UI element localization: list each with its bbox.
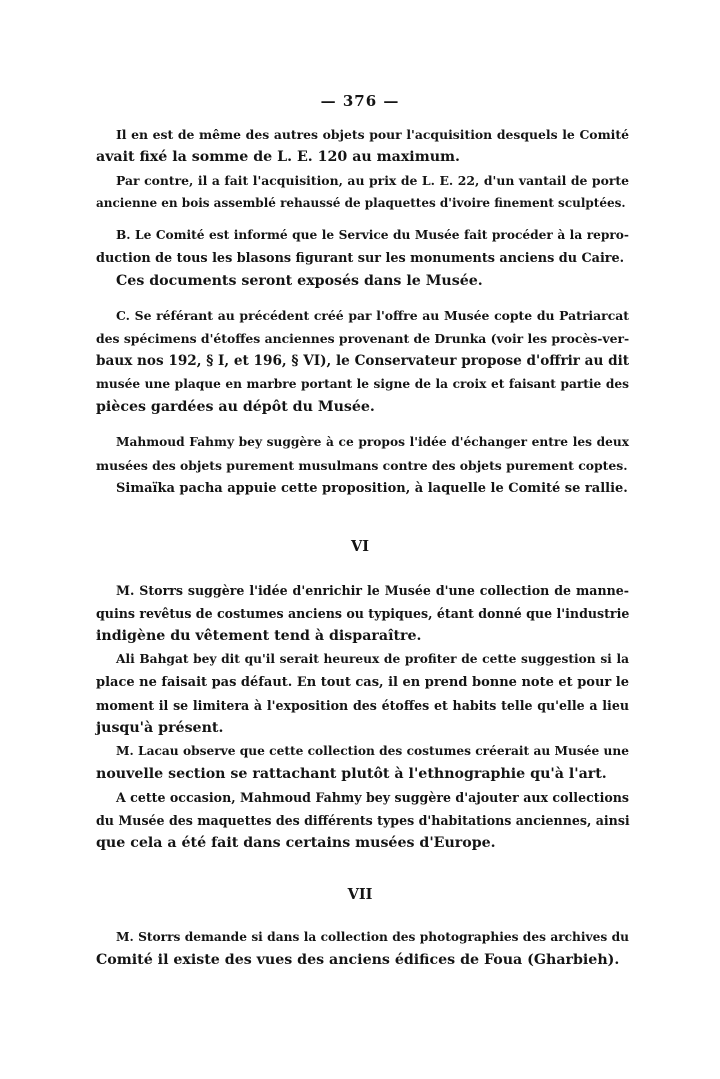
paragraph-6 — [96, 431, 629, 477]
paragraph-3 — [96, 224, 629, 270]
paragraph-line: quins revêtus de costumes anciens ou typiques, étant donné que l'industrie — [96, 606, 630, 621]
paragraph-line: baux nos 192, § I, et 196, § VI), le Conservateur propose d'offrir au dit — [96, 353, 630, 369]
paragraph-8 — [96, 579, 629, 648]
paragraph-line: moment il se limitera à l'exposition des étoffes et habits telle qu'elle a lieu — [96, 698, 629, 713]
paragraph-line: musée une plaque en marbre portant le signe de la croix et faisant partie des — [96, 377, 629, 391]
paragraph-4 — [96, 270, 629, 293]
paragraph-line: que cela a été fait dans certains musées d'Europe. — [96, 835, 496, 851]
section-heading-vi: VI — [350, 538, 370, 555]
paragraph-line: A cette occasion, Mahmoud Fahmy bey suggère d'ajouter aux collections — [116, 790, 629, 805]
paragraph-line: Par contre, il a fait l'acquisition, au prix de L. E. 22, d'un vantail de porte — [116, 173, 629, 188]
paragraph-line: C. Se référant au précédent créé par l'offre au Musée copte du Patriarcat — [116, 308, 629, 323]
paragraph-7 — [96, 477, 629, 500]
paragraph-line: B. Le Comité est informé que le Service du Musée fait procéder à la repro- — [116, 228, 629, 242]
paragraph-line: duction de tous les blasons figurant sur les monuments anciens du Caire. — [96, 251, 625, 266]
paragraph-line: M. Storrs suggère l'idée d'enrichir le Musée d'une collection de manne- — [116, 583, 629, 598]
paragraph-line: pièces gardées au dépôt du Musée. — [96, 399, 375, 415]
paragraph-line: M. Lacau observe que cette collection des costumes créerait au Musée une — [116, 744, 629, 758]
paragraph-1 — [96, 123, 629, 169]
paragraph-line: du Musée des maquettes des différents types d'habitations anciennes, ainsi — [96, 813, 630, 828]
paragraph-5 — [96, 304, 629, 419]
paragraph-line: Comité il existe des vues des anciens édifices de Foua (Gharbieh). — [96, 952, 620, 968]
paragraph-line: Ces documents seront exposés dans le Musée. — [116, 273, 483, 289]
paragraph-line: musées des objets purement musulmans contre des objets purement coptes. — [96, 458, 628, 473]
paragraph-line: avait fixé la somme de L. E. 120 au maximum. — [96, 149, 460, 165]
paragraph-line: indigène du vêtement tend à disparaître. — [96, 628, 422, 644]
paragraph-11 — [96, 786, 629, 855]
paragraph-line: M. Storrs demande si dans la collection des photographies des archives du — [116, 930, 629, 944]
paragraph-2 — [96, 169, 629, 215]
paragraph-line: Mahmoud Fahmy bey suggère à ce propos l'idée d'échanger entre les deux — [116, 435, 629, 449]
paragraph-line: Simaïka pacha appuie cette proposition, à laquelle le Comité se rallie. — [116, 481, 628, 496]
paragraph-10 — [96, 740, 629, 786]
paragraph-9 — [96, 648, 629, 740]
paragraph-line: jusqu'à présent. — [96, 720, 224, 736]
paragraph-line: des spécimens d'étoffes anciennes provenant de Drunka (voir les procès-ver- — [96, 331, 630, 346]
paragraph-line: nouvelle section se rattachant plutôt à l'ethnographie qu'à l'art. — [96, 766, 607, 782]
section-heading-vii: VII — [347, 886, 373, 903]
page-number: — 376 — — [320, 92, 400, 110]
paragraph-line: place ne faisait pas défaut. En tout cas, il en prend bonne note et pour le — [96, 675, 629, 690]
paragraph-line: Ali Bahgat bey dit qu'il serait heureux de profiter de cette suggestion si la — [116, 652, 629, 666]
paragraph-line: Il en est de même des autres objets pour l'acquisition desquels le Comité — [116, 127, 629, 142]
paragraph-12 — [96, 926, 629, 972]
paragraph-line: ancienne en bois assemblé rehaussé de plaquettes d'ivoire finement sculptées. — [96, 196, 626, 210]
